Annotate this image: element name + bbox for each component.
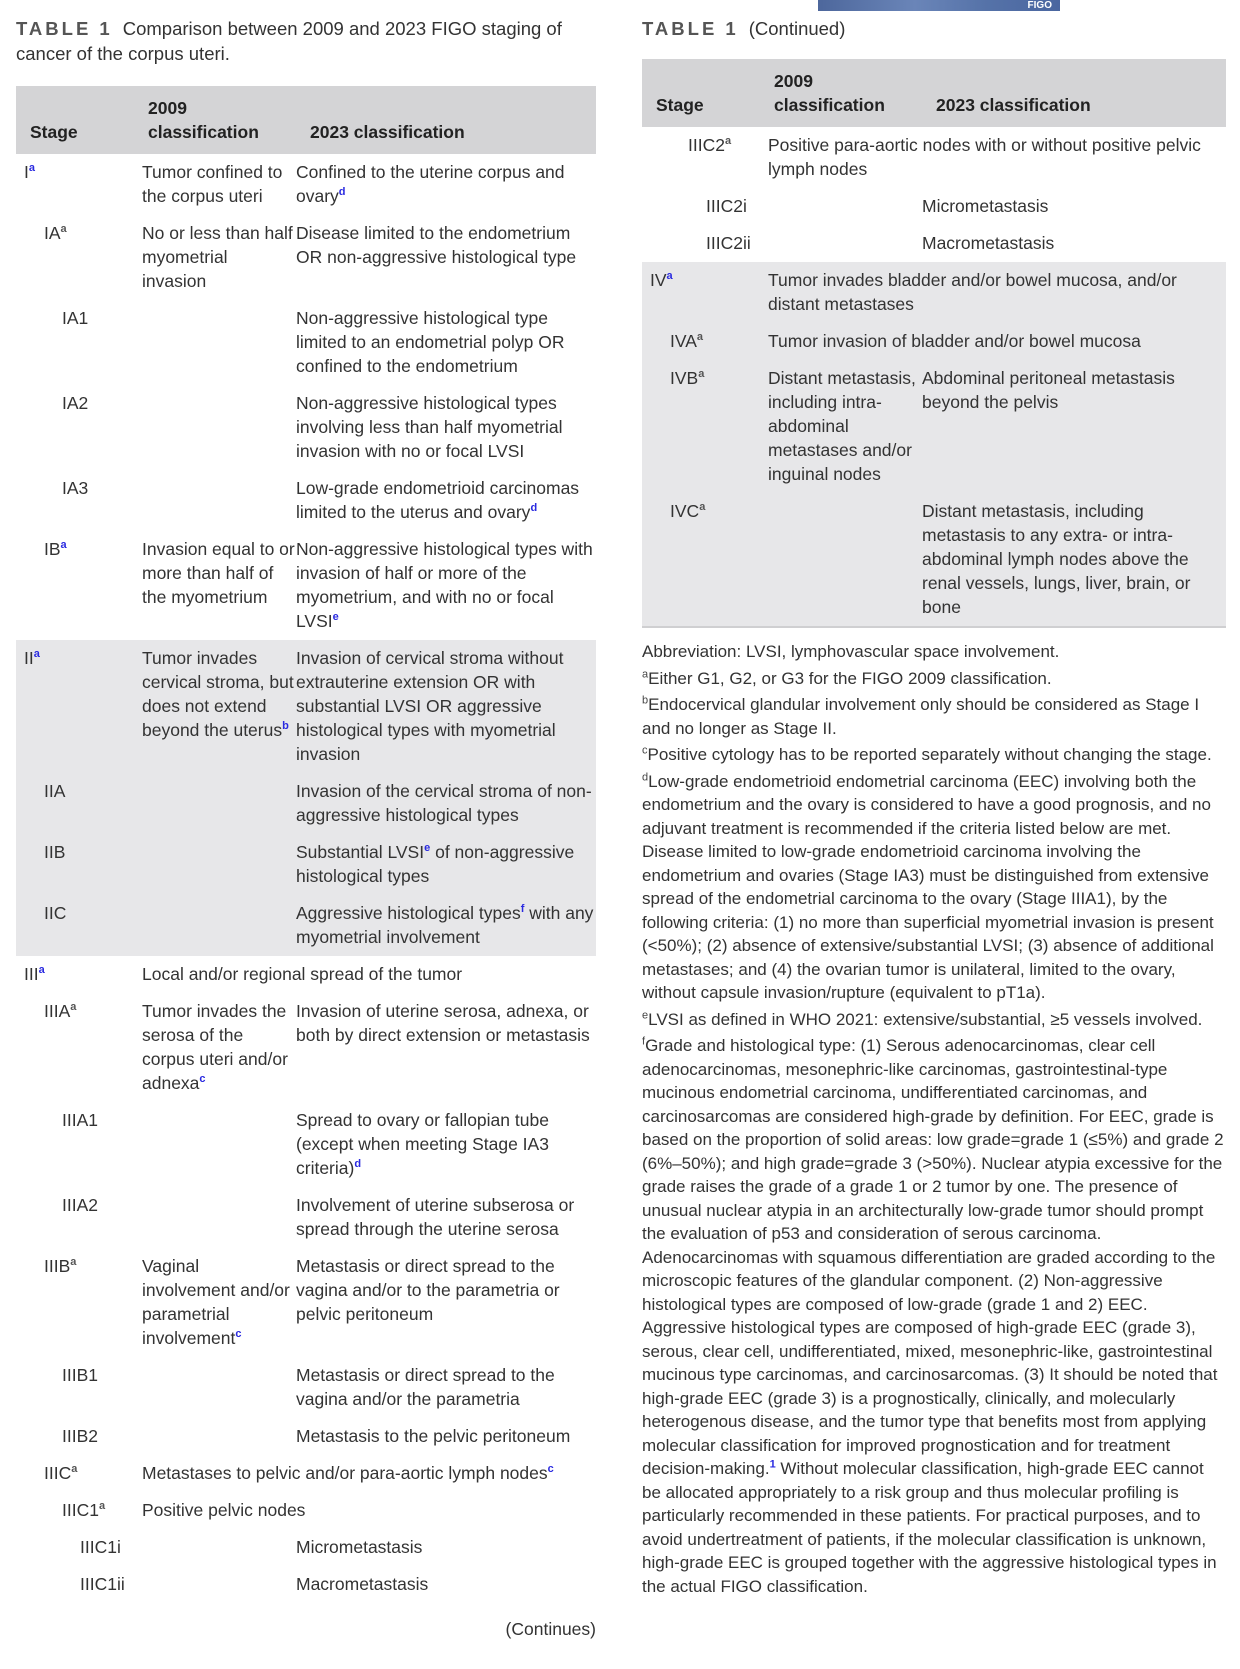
classification-2023: Macrometastasis — [922, 233, 1055, 253]
table-row — [642, 188, 1226, 225]
table-header-row — [16, 86, 596, 154]
footnote-abbreviation: Abbreviation: LVSI, lymphovascular space involvement. — [642, 642, 1060, 661]
classification-2023: Macrometastasis — [296, 1574, 429, 1594]
footnote-f: $^f$Grade and histological type: (1) Serous adenocarcinomas, clear cell adenocarcinomas, mesonephric-like carcinomas, gastrointestinal-type mucinous endometrial carcinoma, undifferentiated carcinomas, and carcinosarcomas are considered high-grade by definition. For EEC, grade is based on the proportion of solid areas: low grade=grade 1 (≤5%) and grade 2 (6%–50%); and high grade=grade 3 (>50%). Nuclear atypia excessive for the grade raises the grade of a grade 1 or 2 tumor by one. The presence of unusual nuclear atypia in an architecturally low-grade tumor should prompt the evaluation of p53 and consideration of serous carcinoma. Adenocarcinomas with squamous differentiation are graded according to the microscopic features of the glandular component. (2) Non-aggressive histological types are composed of low-grade (grade 1 and 2) EEC. Aggressive histological types are composed of high-grade EEC (grade 3), serous, clear cell, undifferentiated, mixed, mesonephric-like, gastrointestinal mucinous type carcinomas, and carcinosarcomas. (3) It should be noted that high-grade EEC (grade 3) is a prognostically, clinically, and molecularly heterogenous disease, and the tumor type that benefits most from applying molecular classification for improved prognostication and for treatment decision-making.$^1$ Without molecular classification, high-grade EEC cannot be allocated appropriately to a risk group and thus molecular profiling is particularly recommended in these patients. For practical purposes, and to avoid undertreatment of patients, if the molecular classification is unknown, high-grade EEC is grouped together with the aggressive histological types in the actual FIGO classification. — [642, 1035, 1224, 1596]
stage-cell: IIIC1i — [80, 1537, 121, 1557]
stage-cell: IA$^a$ — [44, 223, 67, 243]
classification-2009: Tumor confined to the corpus uteri — [142, 162, 283, 206]
header-2023: 2023 classification — [936, 95, 1091, 115]
table-row — [16, 895, 596, 956]
stage-cell: II$^a$ — [16, 640, 142, 773]
stage-cell: IB$^a$ — [44, 539, 67, 559]
footnote-d: $^d$Low-grade endometrioid endometrial carcinoma (EEC) involving both the endometrium and the ovary is considered to have a good prognosis, and no adjuvant treatment is recommended if the criteria listed below are met. Disease limited to low-grade endometrioid carcinoma involving the endometrium and ovaries (Stage IA3) must be distinguished from extensive spread of the endometrial carcinoma to the ovary (Stage IIIA1), by the following criteria: (1) no more than superficial myometrial invasion is present (<50%); (2) absence of extensive/substantial LVSI; (3) absence of additional metastases; and (4) the ovarian tumor is unilateral, limited to the ovary, without capsule invasion/rupture (equivalent to pT1a). — [642, 770, 1214, 1002]
table-row — [16, 640, 596, 773]
classification-2023: Spread to ovary or fallopian tube (except when meeting Stage IA3 criteria)$^d$ — [296, 1110, 549, 1178]
header-2009: 2009 classification — [774, 71, 885, 115]
header-stage: Stage — [30, 122, 78, 142]
stage-cell: IV$^a$ — [642, 262, 768, 323]
stage-cell: IIIB$^a$ — [44, 1256, 77, 1276]
table-row — [16, 215, 596, 300]
stage-cell: IIB — [16, 834, 142, 895]
stage-cell: IIA — [16, 773, 142, 834]
classification-2023: Micrometastasis — [922, 196, 1049, 216]
classification-2009: Vaginal involvement and/or parametrial involvement$^c$ — [142, 1256, 290, 1348]
footnote-b: $^b$Endocervical glandular involvement only should be considered as Stage I and no longer as Stage II. — [642, 694, 1200, 738]
table-row — [642, 323, 1226, 360]
reference-link[interactable]: 1 — [769, 1458, 776, 1471]
stage-cell: IIIB1 — [62, 1365, 98, 1385]
classification-2009: Distant metastasis, including intra-abdominal metastases and/or inguinal nodes — [768, 360, 922, 493]
table-row — [16, 300, 596, 385]
classification-2023: Involvement of uterine subserosa or spread through the uterine serosa — [296, 1195, 575, 1239]
table-title: (Continued) — [748, 18, 846, 39]
footnote-c: $^c$Positive cytology has to be reported separately without changing the stage. — [642, 744, 1212, 764]
figo-banner-text: FIGO — [1027, 0, 1052, 11]
classification-2009: No or less than half myometrial invasion — [142, 223, 293, 291]
staging-table-part2 — [642, 59, 1226, 628]
footnote-e: $^e$LVSI as defined in WHO 2021: extensive/substantial, ≥5 vessels involved. — [642, 1008, 1203, 1029]
stage-cell: IIIC$^a$ — [44, 1463, 78, 1483]
table-row — [642, 360, 1226, 493]
left-column — [16, 0, 596, 1641]
table-label: TABLE 1 — [642, 18, 739, 39]
header-2023: 2023 classification — [310, 122, 465, 142]
table-row — [16, 1357, 596, 1418]
stage-cell: IIIC1ii — [80, 1574, 125, 1594]
classification-2023: Confined to the uterine corpus and ovary$^d$ — [296, 162, 565, 206]
table-row — [16, 1187, 596, 1248]
stage-cell: IA2 — [62, 393, 89, 413]
classification-2009: Tumor invades cervical stroma, but does not extend beyond the uterus$^b$ — [142, 640, 296, 773]
stage-cell: IVA$^a$ — [642, 323, 768, 360]
classification-2023: Micrometastasis — [296, 1537, 423, 1557]
classification-2023: Invasion of cervical stroma without extrauterine extension OR with substantial LVSI OR aggressive histological types with myometrial invasion — [296, 640, 596, 773]
right-column — [642, 0, 1226, 1601]
classification-2023: Distant metastasis, including metastasis to any extra- or intra-abdominal lymph nodes above the renal vessels, lungs, liver, brain, or bone — [922, 493, 1226, 627]
table-caption-continued — [642, 16, 1226, 41]
stage-cell: I$^a$ — [24, 162, 35, 182]
table-row — [16, 993, 596, 1102]
table-row — [642, 493, 1226, 627]
table-row — [642, 127, 1226, 188]
table-title: Comparison between 2009 and 2023 FIGO staging of cancer of the corpus uteri. — [16, 18, 562, 64]
table-row — [642, 262, 1226, 323]
classification-span: Metastases to pelvic and/or para-aortic lymph nodes$^c$ — [142, 1463, 554, 1483]
footnote-a: $^a$Either G1, G2, or G3 for the FIGO 2009 classification. — [642, 667, 1052, 688]
table-row — [16, 1455, 596, 1492]
classification-2009: Invasion equal to or more than half of the myometrium — [142, 539, 295, 607]
stage-cell: IIIC2$^a$ — [688, 135, 732, 155]
classification-2023: Abdominal peritoneal metastasis beyond the pelvis — [922, 360, 1226, 493]
stage-cell: IIIA1 — [62, 1110, 98, 1130]
staging-table-part1 — [16, 86, 596, 1603]
stage-cell: IIIA2 — [62, 1195, 98, 1215]
classification-span: Positive para-aortic nodes with or without positive pelvic lymph nodes — [768, 135, 1201, 179]
classification-2023: Non-aggressive histological types with invasion of half or more of the myometrium, and with no or focal LVSI$^e$ — [296, 539, 593, 631]
table-row — [16, 154, 596, 215]
classification-2023: Invasion of the cervical stroma of non-aggressive histological types — [296, 773, 596, 834]
table-row — [16, 1248, 596, 1357]
classification-2009: Tumor invades the serosa of the corpus uteri and/or adnexa$^c$ — [142, 1001, 288, 1093]
classification-span: Tumor invasion of bladder and/or bowel mucosa — [768, 323, 1226, 360]
table-caption — [16, 16, 596, 66]
table-row — [16, 1102, 596, 1187]
table-row — [16, 1418, 596, 1455]
table-row — [16, 470, 596, 531]
classification-span: Positive pelvic nodes — [142, 1500, 306, 1520]
classification-2023: Non-aggressive histological types involving less than half myometrial invasion with no or focal LVSI — [296, 393, 563, 461]
stage-cell: IIIC2i — [706, 196, 747, 216]
classification-2023: Metastasis or direct spread to the vagina and/or the parametria — [296, 1365, 555, 1409]
stage-cell: IVC$^a$ — [642, 493, 768, 627]
table-row — [16, 956, 596, 993]
table-row — [16, 834, 596, 895]
table-row — [16, 1566, 596, 1603]
table-footnotes — [642, 640, 1226, 1598]
stage-cell: IIIA$^a$ — [44, 1001, 77, 1021]
continues-label: (Continues) — [505, 1619, 596, 1639]
header-2009: 2009 classification — [148, 98, 259, 142]
classification-span: Local and/or regional spread of the tumor — [142, 964, 463, 984]
classification-2023: Metastasis or direct spread to the vagina and/or to the parametria or pelvic peritoneum — [296, 1256, 560, 1324]
table-row — [642, 225, 1226, 262]
stage-cell: IIC — [16, 895, 142, 956]
stage-cell: IIIB2 — [62, 1426, 98, 1446]
classification-span: Tumor invades bladder and/or bowel mucosa, and/or distant metastases — [768, 262, 1226, 323]
classification-2023: Non-aggressive histological type limited to an endometrial polyp OR confined to the endometrium — [296, 308, 565, 376]
classification-2023: Substantial LVSI$^e$ of non-aggressive histological types — [296, 834, 596, 895]
classification-2023: Metastasis to the pelvic peritoneum — [296, 1426, 571, 1446]
stage-cell: IIIC2ii — [706, 233, 751, 253]
table-header-row — [642, 59, 1226, 127]
classification-2023: Aggressive histological types$^f$ with any myometrial involvement — [296, 895, 596, 956]
header-stage: Stage — [656, 95, 704, 115]
stage-cell: IVB$^a$ — [642, 360, 768, 493]
table-row — [16, 1492, 596, 1529]
table-row — [16, 531, 596, 640]
table-row — [16, 385, 596, 470]
classification-2023: Low-grade endometrioid carcinomas limited to the uterus and ovary$^d$ — [296, 478, 580, 522]
stage-cell: IA1 — [62, 308, 89, 328]
table-label: TABLE 1 — [16, 18, 113, 39]
table-row — [16, 773, 596, 834]
stage-cell: IIIC1$^a$ — [62, 1500, 106, 1520]
stage-cell: III$^a$ — [24, 964, 45, 984]
classification-2023: Disease limited to the endometrium OR non-aggressive histological type — [296, 223, 577, 267]
stage-cell: IA3 — [62, 478, 89, 498]
table-row — [16, 1529, 596, 1566]
classification-2023: Invasion of uterine serosa, adnexa, or both by direct extension or metastasis — [296, 1001, 590, 1045]
